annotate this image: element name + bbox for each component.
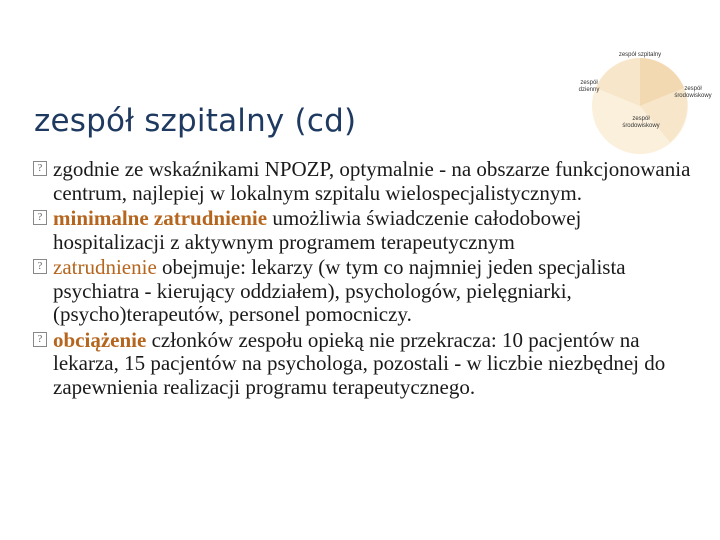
- team-diagram: [560, 28, 720, 158]
- paragraph-3-text: obejmuje: lekarzy (w tym co najmniej jeden specjalista psychiatra - kierujący oddziałem), psychologów, pielęgniarki, (psycho)terapeutów, personel pomocniczy.: [53, 255, 626, 326]
- paragraph-1: [33, 158, 693, 205]
- slide-title: zespół szpitalny (cd): [34, 103, 357, 139]
- paragraph-2-text: umożliwia świadczenie całodobowej hospitalizacji z aktywnym programem terapeutycznym: [53, 206, 582, 254]
- bullet-icon: ?: [33, 161, 47, 176]
- paragraph-1-text: zgodnie ze wskaźnikami NPOZP, optymalnie - na obszarze funkcjonowania centrum, najlepiej w lokalnym szpitalu wielospecjalistycznym.: [53, 157, 691, 205]
- diagram-label-right: zespół środowiskowy: [674, 86, 712, 99]
- paragraph-2-highlight: minimalne zatrudnienie: [53, 206, 268, 230]
- bullet-icon: ?: [33, 210, 47, 225]
- paragraph-2: [33, 207, 693, 254]
- paragraph-4-text: członków zespołu opieką nie przekracza: 10 pacjentów na lekarza, 15 pacjentów na psychologa, pozostali - w liczbie niezbędnej do zapewnienia realizacji programu terapeutycznego.: [53, 327, 666, 399]
- diagram-label-top: zespół szpitalny: [618, 52, 662, 58]
- paragraph-4: [33, 329, 693, 400]
- diagram-label-left: zespół dzienny: [578, 80, 600, 93]
- paragraph-4-highlight: obciążenie: [53, 327, 147, 352]
- paragraph-3-highlight: zatrudnienie: [53, 255, 157, 279]
- body-text: [33, 158, 693, 401]
- diagram-label-bottom: zespół środowiskowy: [622, 116, 660, 129]
- bullet-icon: ?: [33, 259, 47, 274]
- bullet-icon: ?: [33, 332, 47, 347]
- paragraph-3: [33, 256, 693, 327]
